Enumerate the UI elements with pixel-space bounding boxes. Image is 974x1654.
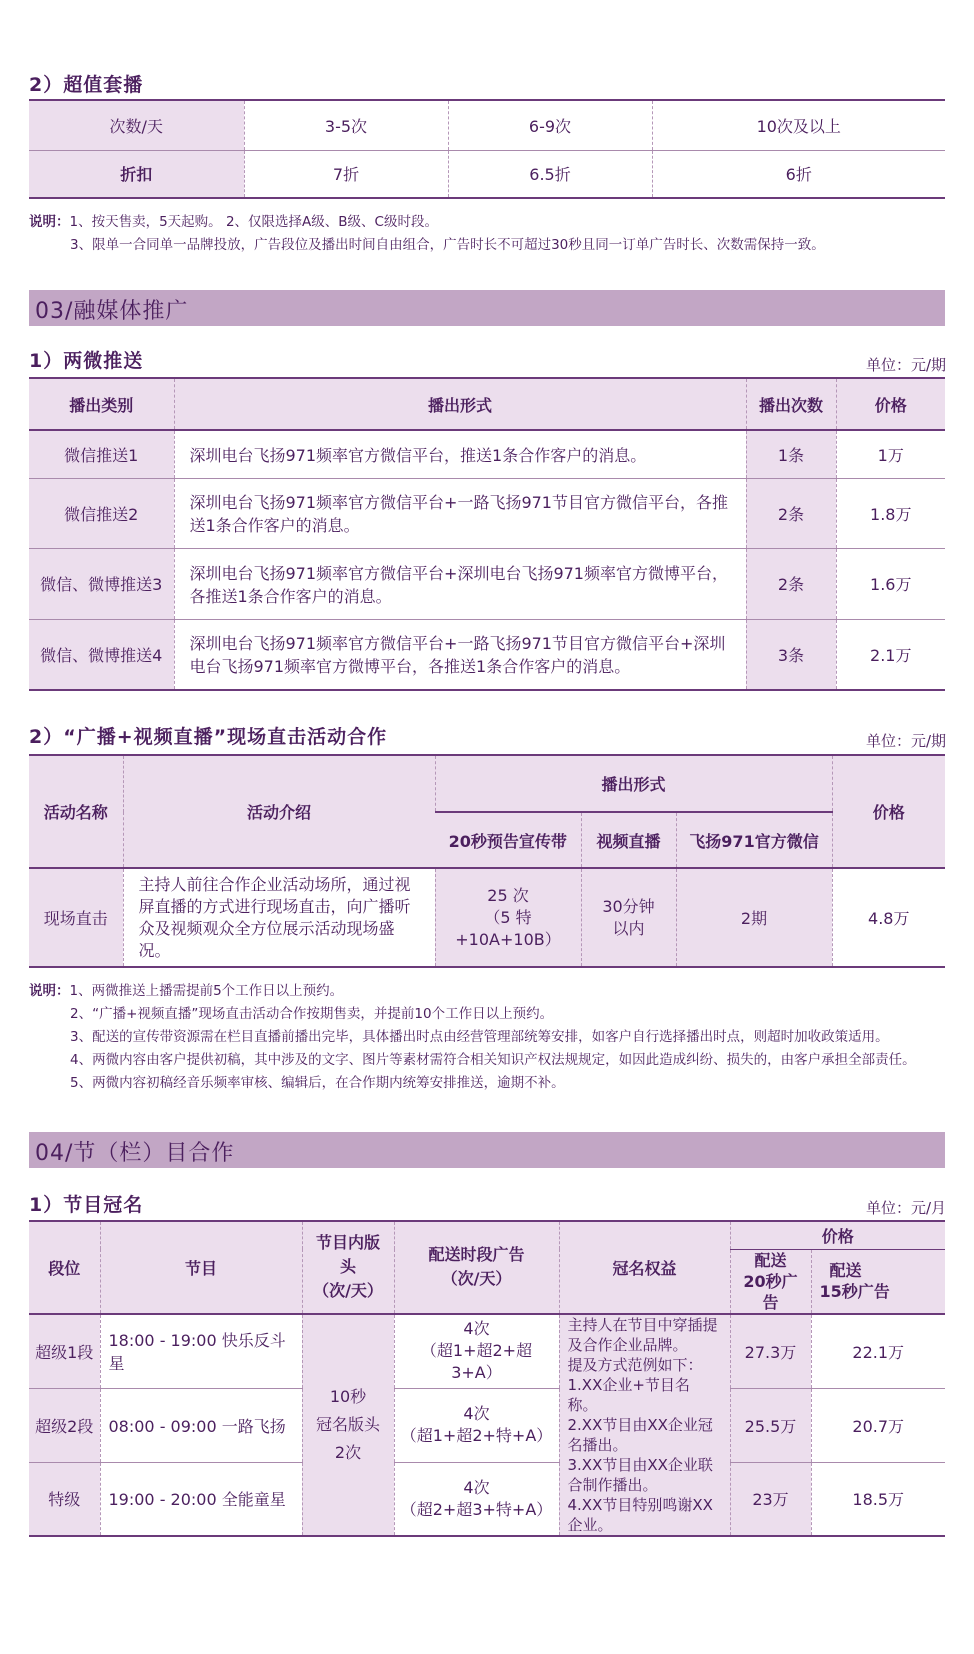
note-line: 3、配送的宣传带资源需在栏目直播前播出完毕，具体播出时点由经营管理部统筹安排，如客户自行选择播出时点，则超时加收政策适用。 (70, 1029, 889, 1045)
bundle-discount-value: 7折 (244, 150, 448, 198)
note-line: 1、按天售卖，5天起购。 2、仅限选择A级、B级、C级时段。 (69, 214, 438, 230)
bundle-header-cell: 6-9次 (448, 100, 652, 150)
rights-line: 主持人在节目中穿插提及合作企业品牌。 (567, 1315, 718, 1354)
bundle-header-cell: 次数/天 (29, 100, 244, 150)
push-count: 2条 (746, 478, 836, 548)
ads-detail: （超1+超2+特+A） (400, 1426, 553, 1446)
rights-line: 1.XX企业+节目名称。 (567, 1375, 690, 1414)
push-category: 微信推送2 (29, 478, 174, 548)
note-line: 4、两微内容由客户提供初稿，其中涉及的文字、图片等素材需符合相关知识产权法规规定，如因此造成纠纷、损失的，由客户承担全部责任。 (70, 1052, 916, 1068)
push-description: 深圳电台飞扬971频率官方微信平台，推送1条合作客户的消息。 (174, 430, 746, 478)
push-table (29, 377, 945, 691)
ads-count: 4次 (463, 1404, 490, 1424)
title-head-duration: 10秒 (329, 1386, 367, 1406)
section-banner-04 (29, 1132, 945, 1168)
bundle-discount-table (29, 99, 945, 199)
table-row (29, 478, 945, 548)
unit-label: 单位：元/期 (865, 356, 946, 374)
ads-cell (394, 1314, 559, 1389)
table-row (29, 868, 945, 967)
live-notes (29, 980, 916, 1095)
unit-label: 单位：元/月 (865, 1199, 946, 1217)
push-description: 深圳电台飞扬971频率官方微信平台+一路飞扬971节目官方微信平台+深圳电台飞扬971频率官方微博平台，各推送1条合作客户的消息。 (174, 619, 746, 690)
ads-cell (394, 1389, 559, 1462)
bundle-row-label: 折扣 (29, 150, 244, 198)
price-15s: 20.7万 (811, 1389, 945, 1462)
program-slot: 18:00 - 19:00 快乐反斗星 (100, 1314, 302, 1389)
push-description: 深圳电台飞扬971频率官方微信平台+一路飞扬971节目官方微信平台，各推送1条合作客户的消息。 (174, 478, 746, 548)
note-line: 2、“广播+视频直播”现场直击活动合作按期售卖，并提前10个工作日以上预约。 (70, 1006, 554, 1022)
table-row (29, 430, 945, 478)
ads-count: 4次 (463, 1477, 490, 1497)
push-count: 3条 (746, 619, 836, 690)
ads-cell (394, 1462, 559, 1535)
table-row (29, 1314, 945, 1389)
ads-detail: （超2+超3+特+A） (400, 1499, 553, 1519)
col-header (302, 1221, 394, 1314)
rights-line: 3.XX节目由XX企业联合制作播出。 (567, 1455, 713, 1494)
col-header: 价格 (730, 1221, 945, 1249)
table-row (29, 548, 945, 619)
title-head-count: 2次 (334, 1442, 362, 1462)
push-section-title: 1）两微推送 (29, 350, 144, 372)
table-row (29, 619, 945, 690)
price-15s: 18.5万 (811, 1462, 945, 1535)
header-line: 节目内版头 (315, 1233, 380, 1277)
push-count: 1条 (746, 430, 836, 478)
col-header: 播出形式 (174, 378, 746, 430)
push-description: 深圳电台飞扬971频率官方微信平台+深圳电台飞扬971频率官方微博平台，各推送1条合作客户的消息。 (174, 548, 746, 619)
bundle-notes (29, 211, 825, 257)
price-15s: 22.1万 (811, 1314, 945, 1389)
table-row (29, 1389, 945, 1462)
live-video-limit: 以内 (612, 918, 645, 938)
live-promo-count: 25 次 (487, 885, 529, 905)
live-wechat-count: 2期 (676, 868, 832, 967)
col-header: 冠名权益 (559, 1221, 730, 1314)
note-line: 1、两微推送上播需提前5个工作日以上预约。 (69, 983, 344, 999)
rights-line: 4.XX节目特别鸣谢XX企业。 (567, 1495, 713, 1534)
table-row (29, 1462, 945, 1535)
push-category: 微信、微博推送3 (29, 548, 174, 619)
program-slot: 08:00 - 09:00 一路飞扬 (100, 1389, 302, 1462)
col-header: 播出形式 (435, 755, 832, 812)
note-line: 5、两微内容初稿经音乐频率审核、编辑后，在合作期内统筹安排推送，逾期不补。 (70, 1075, 565, 1091)
col-header: 段位 (29, 1221, 100, 1314)
section-banner-03 (29, 290, 945, 326)
col-header: 播出次数 (746, 378, 836, 430)
sub-header (730, 1249, 811, 1314)
title-head-cell (302, 1314, 394, 1536)
banner-title: 04/节（栏）目合作 (35, 1141, 235, 1166)
rights-cell (559, 1314, 730, 1536)
col-header: 价格 (832, 755, 945, 868)
push-count: 2条 (746, 548, 836, 619)
live-section-title: 2）“广播+视频直播”现场直击活动合作 (29, 726, 388, 748)
header-line: 配送 (754, 1250, 787, 1270)
rights-line: 提及方式范例如下： (567, 1355, 703, 1374)
live-promo-cell (435, 868, 581, 967)
push-category: 微信推送1 (29, 430, 174, 478)
segment-label: 超级1段 (29, 1314, 100, 1389)
segment-label: 超级2段 (29, 1389, 100, 1462)
ads-count: 4次 (463, 1319, 490, 1339)
ads-detail: （超1+超2+超3+A） (420, 1341, 533, 1383)
price-20s: 25.5万 (730, 1389, 811, 1462)
live-activity-name: 现场直击 (29, 868, 123, 967)
price-20s: 27.3万 (730, 1314, 811, 1389)
push-category: 微信、微博推送4 (29, 619, 174, 690)
push-price: 1.8万 (836, 478, 945, 548)
push-price: 1万 (836, 430, 945, 478)
col-header: 播出类别 (29, 378, 174, 430)
col-header: 价格 (836, 378, 945, 430)
header-line: 配送 (829, 1261, 862, 1280)
col-header (394, 1221, 559, 1314)
title-head-type: 冠名版头 (315, 1414, 380, 1434)
bundle-header-cell: 3-5次 (244, 100, 448, 150)
price-20s: 23万 (730, 1462, 811, 1535)
bundle-discount-value: 6折 (652, 150, 945, 198)
sub-header (811, 1249, 945, 1314)
sub-header: 视频直播 (581, 812, 676, 868)
header-line: 15秒广告 (819, 1282, 890, 1301)
note-label: 说明： (29, 983, 70, 999)
rights-line: 2.XX节目由XX企业冠名播出。 (567, 1415, 713, 1454)
sub-header: 飞扬971官方微信 (676, 812, 832, 868)
program-slot: 19:00 - 20:00 全能童星 (100, 1462, 302, 1535)
live-video-duration: 30分钟 (602, 896, 655, 916)
note-label: 说明： (29, 214, 70, 230)
bundle-section-title: 2）超值套播 (29, 74, 144, 96)
header-line: （次/天） (441, 1269, 512, 1289)
note-line: 3、限单一合同单一品牌投放，广告段位及播出时间自由组合，广告时长不可超过30秒且同一订单广告时长、次数需保持一致。 (70, 237, 825, 253)
push-price: 2.1万 (836, 619, 945, 690)
col-header: 活动名称 (29, 755, 123, 868)
bundle-discount-value: 6.5折 (448, 150, 652, 198)
col-header: 活动介绍 (123, 755, 435, 868)
bundle-header-cell: 10次及以上 (652, 100, 945, 150)
live-price: 4.8万 (832, 868, 945, 967)
header-line: 配送时段广告 (428, 1245, 525, 1265)
banner-title: 03/融媒体推广 (35, 299, 189, 324)
sub-header: 20秒预告宣传带 (435, 812, 581, 868)
title-sponsor-table (29, 1220, 945, 1537)
live-video-cell (581, 868, 676, 967)
live-promo-detail: （5 特 +10A+10B） (455, 907, 561, 949)
live-activity-intro: 主持人前往合作企业活动场所，通过视屏直播的方式进行现场直击，向广播听众及视频观众全方位展示活动现场盛况。 (123, 868, 435, 967)
col-header: 节目 (100, 1221, 302, 1314)
push-price: 1.6万 (836, 548, 945, 619)
title-sponsor-section-title: 1）节目冠名 (29, 1194, 144, 1216)
live-table (29, 754, 945, 968)
header-line: 20秒广告 (743, 1271, 798, 1312)
unit-label: 单位：元/期 (865, 732, 946, 750)
segment-label: 特级 (29, 1462, 100, 1535)
header-line: （次/天） (313, 1281, 383, 1301)
